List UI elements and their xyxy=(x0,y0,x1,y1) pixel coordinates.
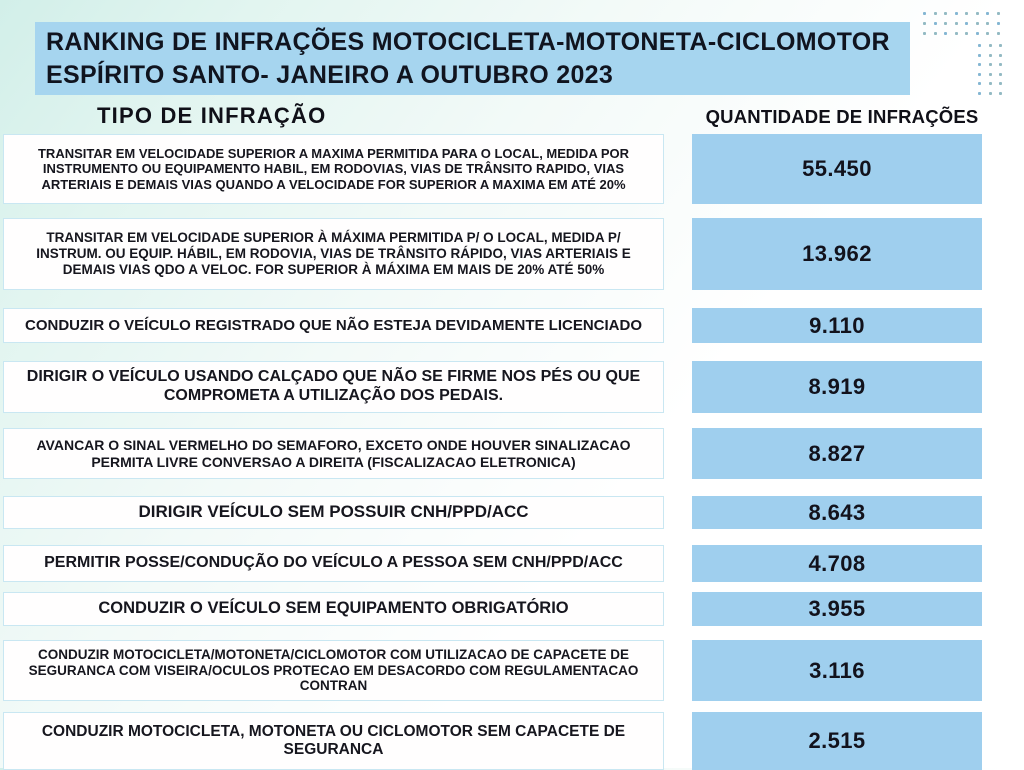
infraction-row-4 xyxy=(3,361,664,413)
infraction-count-9: 3.116 xyxy=(692,640,982,701)
infraction-row-3 xyxy=(3,308,664,343)
infraction-count-6: 8.643 xyxy=(692,496,982,529)
infraction-text-2: TRANSITAR EM VELOCIDADE SUPERIOR À MÁXIMA PERMITIDA P/ O LOCAL, MEDIDA P/ INSTRUM. OU EQUIP. HÁBIL, EM RODOVIA, VIAS DE TRÂNSITO RÁPIDO, VIAS ARTERIAIS E DEMAIS VIAS QDO A VELOC. FOR SUPERIOR À MÁXIMA EM MAIS DE 20% ATÉ 50% xyxy=(36,230,631,277)
infraction-text-4: DIRIGIR O VEÍCULO USANDO CALÇADO QUE NÃO SE FIRME NOS PÉS OU QUE COMPROMETA A UTILIZAÇÃO DOS PEDAIS. xyxy=(26,368,641,404)
infraction-row-1 xyxy=(3,134,664,204)
infraction-row-2 xyxy=(3,218,664,290)
infraction-text-10: CONDUZIR MOTOCICLETA, MOTONETA OU CICLOMOTOR SEM CAPACETE DE SEGURANCA xyxy=(41,722,626,758)
infraction-text-6: DIRIGIR VEÍCULO SEM POSSUIR CNH/PPD/ACC xyxy=(138,502,529,522)
infraction-text-5: AVANCAR O SINAL VERMELHO DO SEMAFORO, EXCETO ONDE HOUVER SINALIZACAO PERMITA LIVRE CONVERSAO A DIREITA (FISCALIZACAO ELETRONICA) xyxy=(36,436,631,470)
infraction-count-10: 2.515 xyxy=(692,712,982,770)
column-header-infraction-type: TIPO DE INFRAÇÃO xyxy=(97,103,327,128)
infraction-count-1: 55.450 xyxy=(692,134,982,204)
infraction-text-7: PERMITIR POSSE/CONDUÇÃO DO VEÍCULO A PESSOA SEM CNH/PPD/ACC xyxy=(44,554,623,572)
infraction-row-9 xyxy=(3,640,664,701)
infraction-text-9: CONDUZIR MOTOCICLETA/MOTONETA/CICLOMOTOR COM UTILIZACAO DE CAPACETE DE SEGURANCA COM VISEIRA/OCULOS PROTECAO EM DESACORDO COM REGULAMENTACAO CONTRAN xyxy=(28,646,639,694)
infraction-count-2: 13.962 xyxy=(692,218,982,290)
infraction-text-3: CONDUZIR O VEÍCULO REGISTRADO QUE NÃO ESTEJA DEVIDAMENTE LICENCIADO xyxy=(25,316,642,334)
infraction-row-7 xyxy=(3,545,664,582)
infraction-count-8: 3.955 xyxy=(692,592,982,626)
infraction-text-8: CONDUZIR O VEÍCULO SEM EQUIPAMENTO OBRIGATÓRIO xyxy=(98,599,569,618)
infraction-count-5: 8.827 xyxy=(692,428,982,479)
column-header-infraction-quantity: QUANTIDADE DE INFRAÇÕES xyxy=(705,106,979,127)
infraction-row-5 xyxy=(3,428,664,479)
infraction-text-1: TRANSITAR EM VELOCIDADE SUPERIOR A MAXIMA PERMITIDA PARA O LOCAL, MEDIDA POR INSTRUMENTO OU EQUIPAMENTO HABIL, EM RODOVIAS, VIAS DE TRÂNSITO RAPIDO, VIAS ARTERIAIS E DEMAIS VIAS QUANDO A VELOCIDADE FOR SUPERIOR A MAXIMA EM ATÉ 20% xyxy=(37,146,630,192)
dots-decoration xyxy=(923,10,1015,100)
infraction-row-10 xyxy=(3,712,664,770)
title-banner xyxy=(35,22,910,95)
infraction-count-4: 8.919 xyxy=(692,361,982,413)
infraction-row-8 xyxy=(3,592,664,626)
infraction-count-3: 9.110 xyxy=(692,308,982,343)
infraction-row-6 xyxy=(3,496,664,529)
title-line-2: ESPÍRITO SANTO- JANEIRO A OUTUBRO 2023 xyxy=(46,60,614,89)
title-line-1: RANKING DE INFRAÇÕES MOTOCICLETA-MOTONETA-CICLOMOTOR xyxy=(46,28,890,56)
infraction-count-7: 4.708 xyxy=(692,545,982,582)
